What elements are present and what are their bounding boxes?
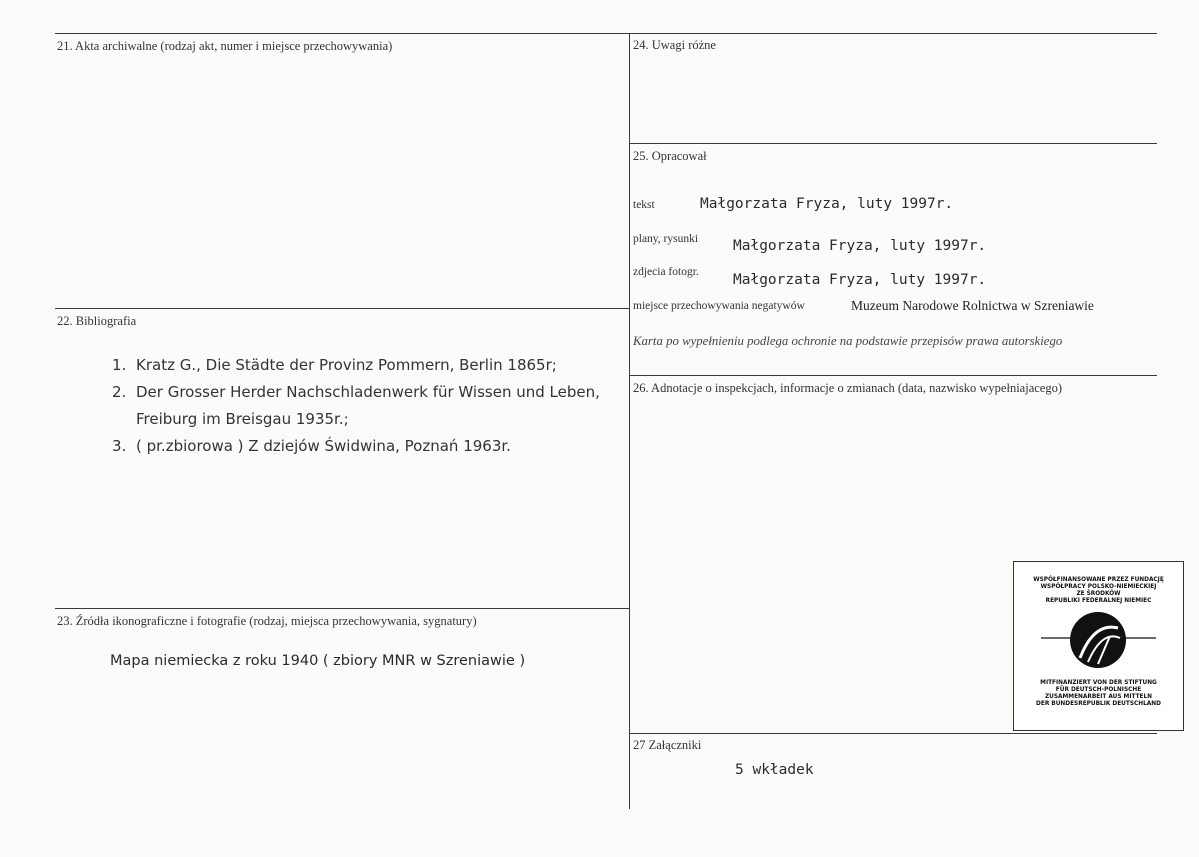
section-22-label: 22. Bibliografia <box>57 314 137 328</box>
zdjecia-label: zdjecia fotogr. <box>633 266 699 278</box>
rule-25 <box>629 143 1157 144</box>
tekst-label: tekst <box>633 199 655 211</box>
section-23-label: 23. Źródła ikonograficzne i fotografie (rodzaj, miejsca przechowywania, sygnatury) <box>57 614 477 628</box>
section-21-label: 21. Akta archiwalne (rodzaj akt, numer i miejsce przechowywania) <box>57 39 393 53</box>
tekst-value: Małgorzata Fryza, luty 1997r. <box>700 196 954 212</box>
negatywy-value: Muzeum Narodowe Rolnictwa w Szreniawie <box>851 298 1094 313</box>
plany-label: plany, rysunki <box>633 233 699 245</box>
list-item-continuation: Freiburg im Breisgau 1935r.; <box>136 410 349 428</box>
list-item: 1. Kratz G., Die Städte der Provinz Pommern, Berlin 1865r; <box>112 356 557 374</box>
rule-27 <box>629 733 1157 734</box>
section-23-value: Mapa niemiecka z roku 1940 ( zbiory MNR w Szreniawie ) <box>110 653 526 669</box>
top-rule <box>55 33 1157 34</box>
logo-text-de: MITFINANZIERT VON DER STIFTUNG FÜR DEUTSCH-POLNISCHE ZUSAMMENARBEIT AUS MITTELN DER BUNDESREPUBLIK DEUTSCHLAND <box>1036 680 1161 707</box>
foundation-emblem-icon <box>1014 608 1183 678</box>
list-item: 2. Der Grosser Herder Nachschladenwerk für Wissen und Leben, <box>112 383 600 401</box>
section-27-value: 5 wkładek <box>735 762 814 778</box>
logo-text-pl: WSPÓŁFINANSOWANE PRZEZ FUNDACJĘ WSPÓŁPRACY POLSKO-NIEMIECKIEJ ZE ŚRODKÓW REPUBLIKI FEDERALNEJ NIEMIEC <box>1033 577 1164 604</box>
section-25-label: 25. Opracował <box>633 149 707 163</box>
bibliography-list <box>112 352 600 460</box>
copyright-notice: Karta po wypełnieniu podlega ochronie na podstawie przepisów prawa autorskiego <box>633 334 1063 348</box>
center-divider <box>629 33 630 809</box>
section-27-label: 27 Załączniki <box>633 738 702 752</box>
list-item: 3. ( pr.zbiorowa ) Z dziejów Świdwina, Poznań 1963r. <box>112 437 511 455</box>
foundation-logo-box <box>1013 561 1184 731</box>
rule-26 <box>629 375 1157 376</box>
rule-23 <box>55 608 629 609</box>
section-24-label: 24. Uwagi różne <box>633 38 716 52</box>
plany-value: Małgorzata Fryza, luty 1997r. <box>733 238 987 254</box>
zdjecia-value: Małgorzata Fryza, luty 1997r. <box>733 272 987 288</box>
negatywy-label: miejsce przechowywania negatywów <box>633 300 805 312</box>
rule-22 <box>55 308 629 309</box>
section-26-label: 26. Adnotacje o inspekcjach, informacje o zmianach (data, nazwisko wypełniajacego) <box>633 381 1062 395</box>
